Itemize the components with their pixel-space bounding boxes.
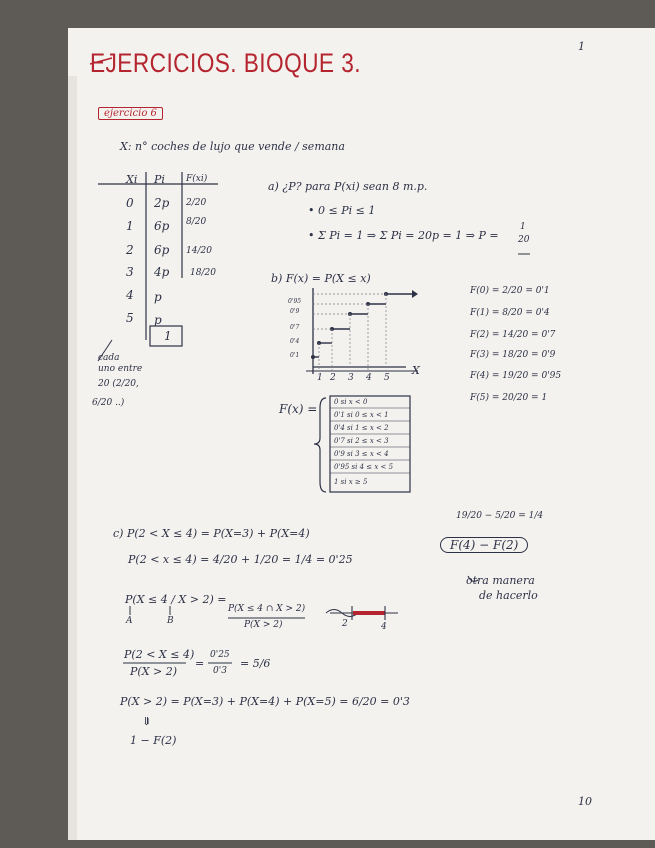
other-way-note: de hacerlo <box>479 589 538 602</box>
y-tick-0-4: 0'4 <box>290 338 300 345</box>
table-cell: 6p <box>154 219 170 233</box>
table-cell: 0 <box>126 196 134 210</box>
table-cell: 2p <box>154 196 170 210</box>
col-header-xi: Xi <box>126 173 138 186</box>
x-tick: 4 <box>366 373 372 383</box>
result-equals: = <box>195 657 205 670</box>
x-tick: 2 <box>330 373 336 383</box>
x-axis-label: X <box>412 364 420 377</box>
part-a-question: a) ¿P? para P(xi) sean 8 m.p. <box>268 180 428 193</box>
cdf-value: F(3) = 18/20 = 0'9 <box>470 350 556 360</box>
fraction-numerator: 1 <box>520 222 526 232</box>
part-b-heading: b) F(x) = P(X ≤ x) <box>271 272 371 285</box>
conditional-denominator: P(X > 2) <box>244 620 283 630</box>
part-c-line-1: c) P(2 < X ≤ 4) = P(X=3) + P(X=4) <box>113 527 310 540</box>
other-way-note: otra manera <box>466 574 535 587</box>
result-final: = 5/6 <box>240 657 271 670</box>
table-cell: 8/20 <box>186 217 207 227</box>
fraction-denominator: 20 <box>518 235 530 245</box>
interval-right: 4 <box>381 622 387 632</box>
page-title: EJERCICIOS. BIOQUE 3. <box>90 48 361 78</box>
piecewise-row: 0'95 si 4 ≤ x < 5 <box>334 463 394 471</box>
y-tick-0-95: 0'95 <box>288 298 302 305</box>
y-tick-0-1: 0'1 <box>290 352 300 359</box>
exercise-tag: ejercicio 6 <box>98 107 163 120</box>
table-cell: p <box>154 290 162 304</box>
x-tick: 5 <box>384 373 390 383</box>
cdf-value: F(4) = 19/20 = 0'95 <box>470 371 562 381</box>
x-tick: 3 <box>348 373 354 383</box>
y-tick-0-7: 0'7 <box>290 324 300 331</box>
p-x-greater-2: P(X > 2) = P(X=3) + P(X=4) + P(X=5) = 6/20 = 0'3 <box>120 695 410 708</box>
piecewise-row: 0 si x < 0 <box>334 398 368 406</box>
part-a-condition-1: • 0 ≤ Pi ≤ 1 <box>308 204 376 217</box>
piecewise-row: 0'1 si 0 ≤ x < 1 <box>334 411 389 419</box>
y-tick-0-9: 0'9 <box>290 308 300 315</box>
cdf-value: F(1) = 8/20 = 0'4 <box>470 308 550 318</box>
result-value-denominator: 0'3 <box>213 666 227 676</box>
piecewise-row: 1 si x ≥ 5 <box>334 478 368 486</box>
piecewise-row: 0'9 si 3 ≤ x < 4 <box>334 450 389 458</box>
part-a-condition-2: • Σ Pi = 1 ⇒ Σ Pi = 20p = 1 ⇒ P = <box>308 229 499 242</box>
table-cell: 2 <box>126 243 134 257</box>
notebook-page: 1 EJERCICIOS. BIOQUE 3. ejercicio 6 X: n° coches de lujo que vende / semana Xi Pi F(xi) 0 2p 2/20 1 6p 8/20 2 6p 14/20 3 4p 18/20 4 p 5 p 1 cada uno entre 20 (2/20, 6/20 ..) a) ¿P? para P(xi) sean 8 m.p. • 0 ≤ Pi ≤ 1 • Σ Pi = 1 ⇒ Σ Pi = 20p = 1 ⇒ P = 1 20 b) F(x) = P(X ≤ x) 0'95 0'9 0'7 0'4 0'1 1 2 3 4 5 X F(0) = 2/20 = 0'1 F(1) = 8/20 = 0'4 F(2) = 14/20 = 0'7 F(3) = 18/20 = 0'9 F(4) = 19/20 = 0'95 F(5) = 20/20 = 1 F(x) = 0 si x < 0 0'1 si 0 ≤ x < 1 0'4 si 1 ≤ x < 2 0'7 si 2 ≤ x < 3 0'9 si 3 ≤ x < 4 0'95 si 4 ≤ x < 5 1 si x ≥ 5 c) P(2 < X ≤ 4) = P(X=3) + P(X=4) P(2 < x ≤ 4) = 4/20 + 1/20 = 1/4 = 0'25 19/20 − 5/20 = 1/4 F(4) − F(2) otra manera de hacerlo P(X ≤ 4 / X > 2) = P(X ≤ 4 ∩ X > 2) P(X > 2) A B 2 4 P(2 < X ≤ 4) P(X > 2) = 0'25 0'3 = 5/6 P(X > 2) = P(X=3) + P(X=4) + P(X=5) = 6/20 = 0'3 ⇓ 1 − F(2) 10 <box>68 28 655 840</box>
table-cell: 6p <box>154 243 170 257</box>
complement-expression: 1 − F(2) <box>130 734 177 747</box>
event-b-label: B <box>167 616 174 626</box>
table-cell: 1 <box>126 219 134 233</box>
table-cell: 18/20 <box>190 268 216 278</box>
table-cell: p <box>154 313 162 327</box>
conditional-probability: P(X ≤ 4 / X > 2) = <box>125 593 227 606</box>
table-cell: 2/20 <box>186 198 207 208</box>
table-cell: 3 <box>126 265 134 279</box>
cdf-value: F(0) = 2/20 = 0'1 <box>470 286 550 296</box>
col-header-fxi: F(xi) <box>186 174 208 184</box>
col-header-pi: Pi <box>154 173 165 186</box>
cdf-difference-oval: F(4) − F(2) <box>440 537 528 553</box>
piecewise-row: 0'4 si 1 ≤ x < 2 <box>334 424 389 432</box>
cdf-value: F(5) = 20/20 = 1 <box>470 393 548 403</box>
table-cell: 4 <box>126 288 134 302</box>
result-denominator: P(X > 2) <box>130 665 178 678</box>
side-calculation: 19/20 − 5/20 = 1/4 <box>456 511 544 521</box>
part-c-line-2: P(2 < x ≤ 4) = 4/20 + 1/20 = 1/4 = 0'25 <box>128 553 353 566</box>
down-arrow: ⇓ <box>142 715 152 728</box>
result-value-numerator: 0'25 <box>210 650 230 660</box>
interval-left: 2 <box>342 619 348 629</box>
piecewise-label: F(x) = <box>279 402 318 416</box>
table-cell: 14/20 <box>186 246 212 256</box>
cdf-value: F(2) = 14/20 = 0'7 <box>470 330 556 340</box>
table-cell: 5 <box>126 311 134 325</box>
table-total: 1 <box>164 329 172 343</box>
result-numerator: P(2 < X ≤ 4) <box>124 648 195 661</box>
page-number: 10 <box>578 795 592 808</box>
table-cell: 4p <box>154 265 170 279</box>
conditional-numerator: P(X ≤ 4 ∩ X > 2) <box>228 604 306 614</box>
x-definition: X: n° coches de lujo que vende / semana <box>120 140 345 153</box>
event-a-label: A <box>126 616 133 626</box>
piecewise-row: 0'7 si 2 ≤ x < 3 <box>334 437 389 445</box>
x-tick: 1 <box>317 373 323 383</box>
corner-mark: 1 <box>578 40 585 53</box>
